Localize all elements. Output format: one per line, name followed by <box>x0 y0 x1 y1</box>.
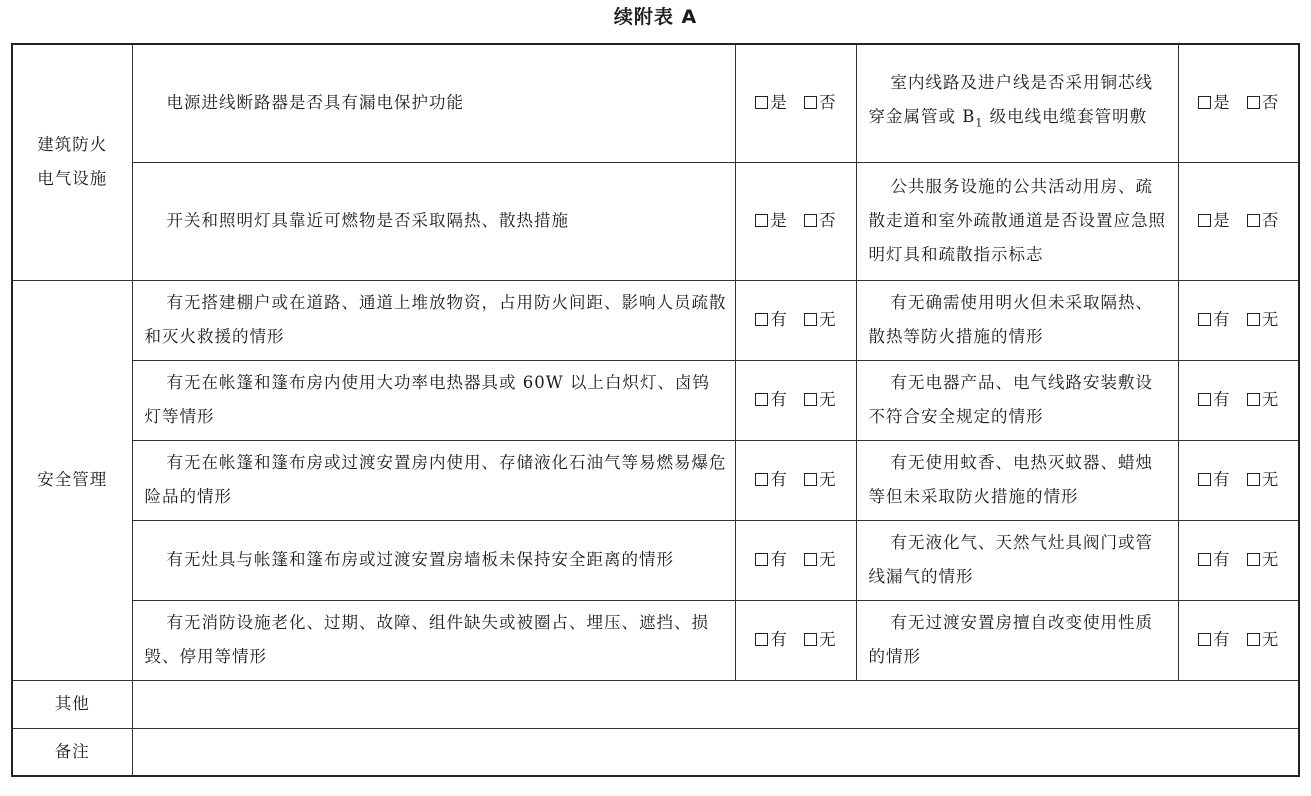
option-checkbox[interactable] <box>1198 303 1230 337</box>
option-checkbox[interactable] <box>1247 303 1279 337</box>
option-checkbox[interactable] <box>1247 204 1279 238</box>
option-checkbox[interactable] <box>755 463 787 497</box>
option-group <box>1178 520 1299 600</box>
option-checkbox[interactable] <box>804 204 836 238</box>
option-group <box>735 162 856 280</box>
option-checkbox[interactable] <box>1247 383 1279 417</box>
check-item-text: 有无使用蚊香、电热灭蚊器、蜡烛等但未采取防火措施的情形 <box>868 453 1153 506</box>
check-item <box>132 440 735 520</box>
table-title: 续附表 A <box>613 6 698 28</box>
option-label: 无 <box>819 470 836 489</box>
check-item <box>132 162 735 280</box>
table-row-other <box>12 680 1299 728</box>
option-label: 有 <box>1213 470 1230 489</box>
check-item-text: 有无在帐篷和篷布房内使用大功率电热器具或 60W 以上白炽灯、卤钨灯等情形 <box>144 373 710 426</box>
option-checkbox[interactable] <box>1198 463 1230 497</box>
option-checkbox[interactable] <box>755 86 787 120</box>
check-item-text: 有无电器产品、电气线路安装敷设不符合安全规定的情形 <box>868 373 1153 426</box>
option-group <box>1178 600 1299 680</box>
checkbox-icon[interactable] <box>804 473 817 486</box>
category-line: 建筑防火 <box>37 135 108 155</box>
option-checkbox[interactable] <box>804 383 836 417</box>
check-item-text: 有无灶具与帐篷和篷布房或过渡安置房墙板未保持安全距离的情形 <box>166 550 674 569</box>
checkbox-icon[interactable] <box>804 633 817 646</box>
option-label: 有 <box>770 390 787 409</box>
table-row <box>12 520 1299 600</box>
option-label: 是 <box>1213 93 1230 113</box>
checkbox-icon[interactable] <box>1247 96 1260 109</box>
option-checkbox[interactable] <box>1198 623 1230 657</box>
checkbox-icon[interactable] <box>755 393 768 406</box>
checkbox-icon[interactable] <box>1247 393 1260 406</box>
checkbox-icon[interactable] <box>755 214 768 227</box>
option-checkbox[interactable] <box>1198 204 1230 238</box>
option-group <box>735 600 856 680</box>
option-checkbox[interactable] <box>804 303 836 337</box>
remarks-label: 备注 <box>12 728 132 776</box>
option-group <box>1178 280 1299 360</box>
option-label: 否 <box>1261 211 1279 230</box>
check-item-text: 公共服务设施的公共活动用房、疏散走道和室外疏散通道是否设置应急照明灯具和疏散指示标志 <box>868 177 1166 264</box>
option-label: 无 <box>819 550 836 569</box>
option-group <box>735 280 856 360</box>
table-row <box>12 162 1299 280</box>
check-item <box>856 280 1178 360</box>
option-label: 无 <box>1261 390 1279 409</box>
option-label: 有 <box>770 630 787 649</box>
option-label: 是 <box>1213 211 1230 230</box>
check-item <box>132 520 735 600</box>
check-item-text: 有无液化气、天然气灶具阀门或管线漏气的情形 <box>868 533 1153 586</box>
option-group <box>735 44 856 162</box>
category-fire-electrical <box>12 44 132 280</box>
option-checkbox[interactable] <box>804 86 836 120</box>
check-item <box>856 360 1178 440</box>
check-item-text: 有无过渡安置房擅自改变使用性质的情形 <box>868 613 1153 666</box>
checkbox-icon[interactable] <box>755 473 768 486</box>
option-checkbox[interactable] <box>755 543 787 577</box>
option-checkbox[interactable] <box>804 463 836 497</box>
option-checkbox[interactable] <box>755 303 787 337</box>
option-checkbox[interactable] <box>1247 86 1279 120</box>
table-row-remarks <box>12 728 1299 776</box>
check-item-text: 有无消防设施老化、过期、故障、组件缺失或被圈占、埋压、遮挡、损毁、停用等情形 <box>144 613 709 666</box>
checkbox-icon[interactable] <box>1247 553 1260 566</box>
checkbox-icon[interactable] <box>804 214 817 227</box>
option-checkbox[interactable] <box>1247 463 1279 497</box>
option-label: 否 <box>819 93 836 113</box>
option-group <box>735 520 856 600</box>
checkbox-icon[interactable] <box>804 96 817 109</box>
option-checkbox[interactable] <box>1198 86 1230 120</box>
option-label: 有 <box>1213 310 1230 329</box>
option-label: 否 <box>1261 93 1279 113</box>
check-item-text: 有无确需使用明火但未采取隔热、散热等防火措施的情形 <box>868 293 1153 346</box>
checkbox-icon[interactable] <box>1198 473 1211 486</box>
option-label: 无 <box>819 310 836 329</box>
option-label: 否 <box>819 211 836 230</box>
table-row <box>12 280 1299 360</box>
table-row <box>12 440 1299 520</box>
table-row <box>12 600 1299 680</box>
check-item-text: 开关和照明灯具靠近可燃物是否采取隔热、散热措施 <box>166 211 569 230</box>
check-item <box>856 520 1178 600</box>
option-checkbox[interactable] <box>1247 623 1279 657</box>
category-safety-management: 安全管理 <box>12 280 132 680</box>
option-checkbox[interactable] <box>1198 543 1230 577</box>
option-label: 有 <box>770 310 787 329</box>
option-checkbox[interactable] <box>755 383 787 417</box>
option-label: 无 <box>819 390 836 409</box>
option-label: 无 <box>1261 470 1279 489</box>
option-label: 有 <box>770 470 787 489</box>
option-group <box>1178 162 1299 280</box>
option-label: 是 <box>770 93 787 113</box>
checkbox-icon[interactable] <box>804 393 817 406</box>
checkbox-icon[interactable] <box>755 633 768 646</box>
checkbox-icon[interactable] <box>1198 313 1211 326</box>
checkbox-icon[interactable] <box>1198 393 1211 406</box>
check-item <box>856 44 1178 162</box>
option-checkbox[interactable] <box>1247 543 1279 577</box>
option-label: 有 <box>1213 390 1230 409</box>
checkbox-icon[interactable] <box>1198 633 1211 646</box>
option-label: 是 <box>770 211 787 230</box>
check-item <box>856 162 1178 280</box>
subscript: 1 <box>975 116 984 130</box>
table-row <box>12 360 1299 440</box>
option-group <box>735 360 856 440</box>
check-item <box>856 440 1178 520</box>
option-checkbox[interactable] <box>804 623 836 657</box>
option-label: 无 <box>819 630 836 649</box>
checkbox-icon[interactable] <box>1247 214 1260 227</box>
check-item-text: 有无搭建棚户或在道路、通道上堆放物资，占用防火间距、影响人员疏散和灭火救援的情形 <box>144 293 727 346</box>
option-group <box>1178 360 1299 440</box>
check-item-text: 级电线电缆套管明敷 <box>983 107 1148 127</box>
check-item <box>132 360 735 440</box>
checkbox-icon[interactable] <box>1198 214 1211 227</box>
checkbox-icon[interactable] <box>804 313 817 326</box>
check-item <box>132 44 735 162</box>
checkbox-icon[interactable] <box>1198 553 1211 566</box>
check-item <box>132 280 735 360</box>
table-row <box>12 44 1299 162</box>
option-label: 无 <box>1261 310 1279 329</box>
checkbox-icon[interactable] <box>755 313 768 326</box>
option-group <box>735 440 856 520</box>
inspection-table <box>11 43 1300 777</box>
check-item-text: 有无在帐篷和篷布房或过渡安置房内使用、存储液化石油气等易燃易爆危险品的情形 <box>144 453 727 506</box>
option-group <box>1178 440 1299 520</box>
option-checkbox[interactable] <box>755 204 787 238</box>
other-label: 其他 <box>12 680 132 728</box>
check-item <box>132 600 735 680</box>
option-label: 无 <box>1261 630 1279 649</box>
check-item <box>856 600 1178 680</box>
remarks-field[interactable] <box>132 728 1299 776</box>
option-label: 有 <box>1213 550 1230 569</box>
check-item-text: 电源进线断路器是否具有漏电保护功能 <box>166 93 464 113</box>
option-label: 无 <box>1261 550 1279 569</box>
option-checkbox[interactable] <box>804 543 836 577</box>
option-label: 有 <box>770 550 787 569</box>
checkbox-icon[interactable] <box>1247 473 1260 486</box>
option-label: 有 <box>1213 630 1230 649</box>
checkbox-icon[interactable] <box>1198 96 1211 109</box>
checkbox-icon[interactable] <box>804 553 817 566</box>
category-line: 电气设施 <box>37 169 108 189</box>
checkbox-icon[interactable] <box>1247 313 1260 326</box>
option-checkbox[interactable] <box>1198 383 1230 417</box>
checkbox-icon[interactable] <box>1247 633 1260 646</box>
checkbox-icon[interactable] <box>755 96 768 109</box>
checkbox-icon[interactable] <box>755 553 768 566</box>
check-item-text: 室内线路及进户线是否采用铜芯线穿金属管或 B <box>868 73 1153 127</box>
option-group <box>1178 44 1299 162</box>
other-field[interactable] <box>132 680 1299 728</box>
option-checkbox[interactable] <box>755 623 787 657</box>
